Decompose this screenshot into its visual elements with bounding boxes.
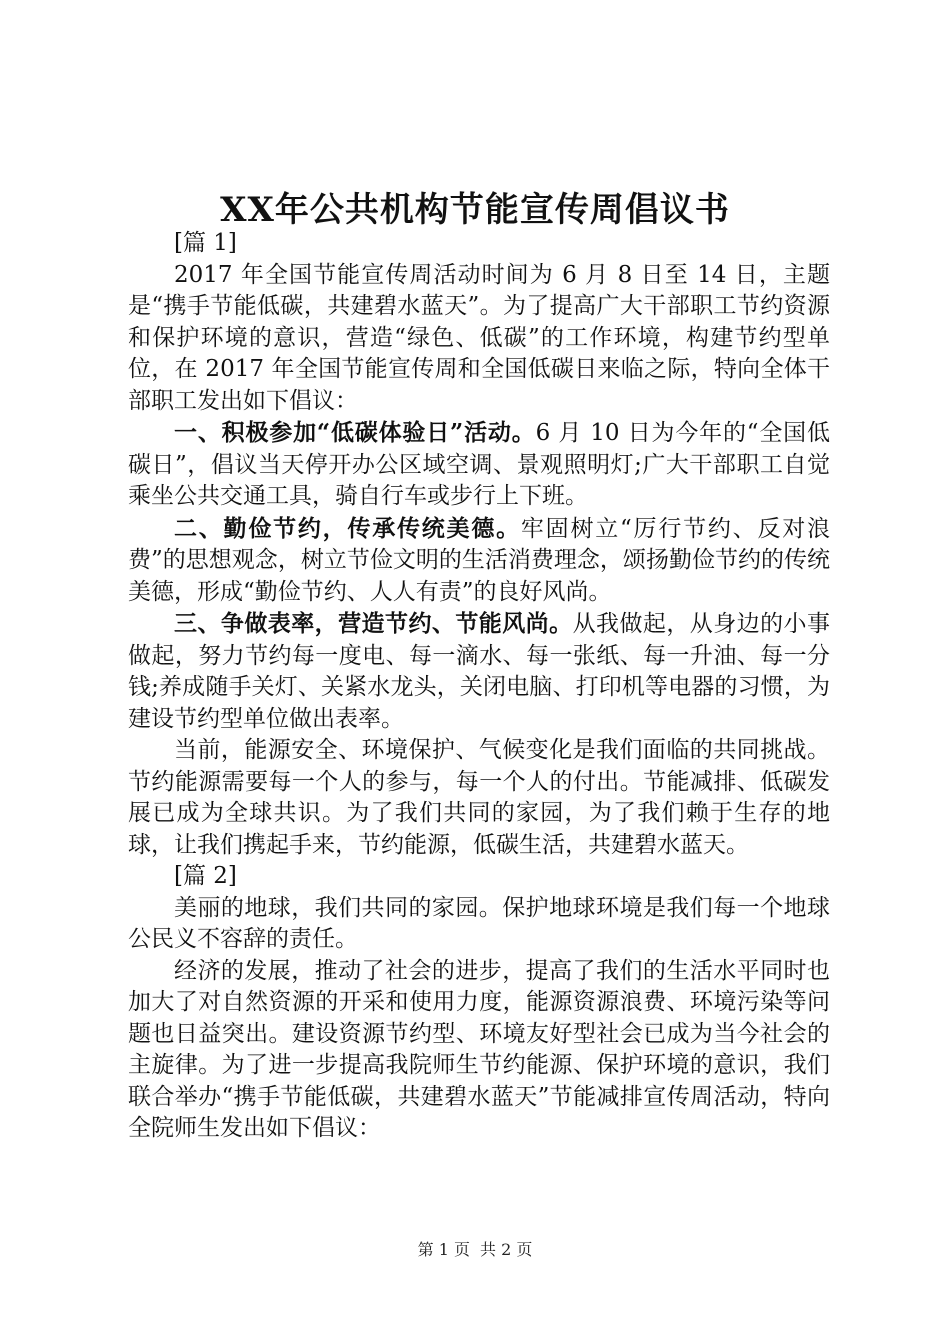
proposal-item-3-heading: 三、争做表率，营造节约、节能风尚。 <box>174 610 573 637</box>
paragraph-closing: 当前，能源安全、环境保护、气候变化是我们面临的共同挑战。节约能源需要每一个人的参与，每一个人的付出。节能减排、低碳发展已成为全球共识。为了我们共同的家园，为了我们赖于生存的地球，让我们携起手来，节约能源，低碳生活，共建碧水蓝天。 <box>128 737 830 858</box>
page-title: XX年公共机构节能宣传周倡议书 <box>220 190 730 230</box>
document-body <box>128 228 830 1145</box>
proposal-item-2-text: 牢固树立“厉行节约、反对浪费”的思想观念，树立节俭文明的生活消费理念，颂扬勤俭节约的传统美德，形成“勤俭节约、人人有责”的良好风尚。 <box>128 515 831 605</box>
proposal-item-1 <box>128 417 830 513</box>
proposal-item-1-text: 6 月 10 日为今年的“全国低碳日”，倡议当天停开办公区域空调、景观照明灯;广大干部职工自觉乘坐公共交通工具，骑自行车或步行上下班。 <box>128 420 830 509</box>
page-number: 第 1 页 <box>417 1240 470 1259</box>
paragraph-part2-intro: 美丽的地球，我们共同的家园。保护地球环境是我们每一个地球公民义不容辞的责任。 <box>128 894 830 952</box>
proposal-item-3 <box>128 608 830 735</box>
proposal-item-3-text: 从我做起，从身边的小事做起，努力节约每一度电、每一滴水、每一张纸、每一升油、每一分钱;养成随手关灯、关紧水龙头，关闭电脑、打印机等电器的习惯，为建设节约型单位做出表率。 <box>128 611 831 732</box>
page-total: 共 2 页 <box>480 1240 533 1259</box>
paragraph-part2-body: 经济的发展，推动了社会的进步，提高了我们的生活水平同时也加大了对自然资源的开采和使用力度，能源资源浪费、环境污染等问题也日益突出。建设资源节约型、环境友好型社会已成为当今社会的主旋律。为了进一步提高我院师生节约能源、保护环境的意识，我们联合举办“携手节能低碳，共建碧水蓝天”节能减排宣传周活动，特向全院师生发出如下倡议： <box>128 957 830 1141</box>
proposal-item-1-heading: 一、积极参加“低碳体验日”活动。 <box>174 419 536 446</box>
proposal-item-2 <box>128 513 830 609</box>
paragraph-intro: 2017 年全国节能宣传周活动时间为 6 月 8 日至 14 日，主题是“携手节能低碳，共建碧水蓝天”。为了提高广大干部职工节约资源和保护环境的意识，营造“绿色、低碳”的工作环境，构建节约型单位，在 2017 年全国节能宣传周和全国低碳日来临之际，特向全体干部职工发出如下倡议： <box>128 261 830 414</box>
part-1-label: [篇 1] <box>174 230 237 256</box>
part-2-label: [篇 2] <box>174 863 237 889</box>
proposal-item-2-heading: 二、勤俭节约，传承传统美德。 <box>174 514 521 542</box>
page-footer <box>0 1240 950 1260</box>
